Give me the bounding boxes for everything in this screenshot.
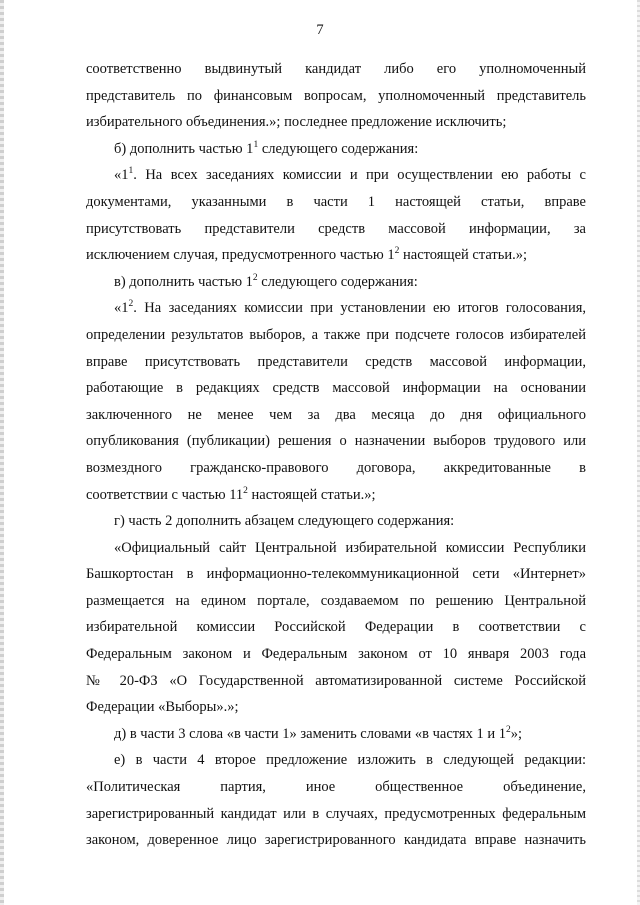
text-run: вправе присутствовать представители средств массовой информации,	[86, 353, 586, 370]
superscript: 1	[128, 166, 134, 177]
text-line	[86, 428, 586, 455]
text-line	[86, 801, 586, 828]
text-run: «Политическая партия, иное общественное объединение,	[86, 779, 586, 796]
text-run: № 20-ФЗ «О Государственной автоматизированной системе Российской	[86, 672, 586, 689]
scan-edge-left	[0, 0, 4, 905]
text-run: «1	[114, 300, 129, 317]
text-line	[86, 189, 586, 216]
text-line	[86, 668, 586, 695]
superscript: 1	[253, 139, 259, 150]
text-run: . На всех заседаниях комиссии и при осуществлении ею работы с	[133, 167, 586, 184]
superscript: 2	[243, 485, 248, 496]
text-run: возмездного гражданско-правового договора, аккредитованные в	[86, 459, 586, 476]
text-run: Федеральным законом и Федеральным законом от 10 января 2003 года	[86, 646, 586, 663]
text-run: присутствовать представители средств массовой информации, за	[86, 220, 586, 237]
superscript: 2	[505, 724, 511, 735]
page-number: 7	[316, 22, 324, 38]
text-run: «1	[114, 167, 129, 184]
text-line	[86, 561, 586, 588]
superscript: 2	[394, 246, 400, 257]
text-line	[86, 349, 586, 376]
text-run: избирательной комиссии Российской Федерации в соответствии с	[86, 619, 586, 636]
text-run: настоящей статьи.»;	[399, 247, 528, 264]
text-run: »;	[510, 725, 522, 742]
text-run: работающие в редакциях средств массовой информации на основании	[86, 380, 586, 397]
text-run: зарегистрированный кандидат или в случаях, предусмотренных федеральным	[86, 805, 586, 822]
text-run: «Официальный сайт Центральной избирательной комиссии Республики	[114, 539, 586, 556]
text-run: б) дополнить частью 1	[114, 140, 254, 157]
text-run: исключением случая, предусмотренного частью 1	[86, 247, 395, 264]
text-run: законом, доверенное лицо зарегистрированного кандидата вправе назначить	[86, 832, 586, 849]
text-line	[86, 56, 586, 83]
superscript: 2	[252, 272, 258, 283]
text-line	[86, 242, 586, 269]
text-line	[86, 322, 586, 349]
text-run: соответственно выдвинутый кандидат либо его уполномоченный	[86, 61, 586, 77]
text-line	[86, 83, 586, 110]
text-run: размещается на едином портале, создаваемом по решению Центральной	[86, 592, 586, 609]
text-line	[86, 535, 586, 562]
text-line	[86, 216, 586, 243]
text-line	[86, 136, 586, 163]
text-line	[86, 694, 586, 721]
text-run: д) в части 3 слова «в части 1» заменить словами «в частях 1 и 1	[114, 725, 506, 742]
text-run: опубликования (публикации) решения о назначении выборов трудового или	[86, 433, 586, 450]
text-run: определении результатов выборов, а также при подсчете голосов избирателей	[86, 326, 586, 343]
text-run: избирательного объединения.»; последнее предложение исключить;	[86, 114, 507, 131]
text-line	[86, 827, 586, 854]
superscript: 2	[128, 299, 134, 310]
text-run: представитель по финансовым вопросам, уполномоченный представитель	[86, 87, 586, 104]
text-line	[86, 109, 586, 136]
text-line	[86, 269, 586, 296]
text-run: следующего содержания:	[258, 140, 419, 157]
text-line	[86, 375, 586, 402]
text-run: . На заседаниях комиссии при установлении ею итогов голосования,	[133, 300, 586, 317]
text-line	[86, 295, 586, 322]
text-line	[86, 747, 586, 774]
text-line	[86, 482, 586, 509]
text-run: е) в части 4 второе предложение изложить в следующей редакции:	[114, 752, 586, 769]
text-run: соответствии с частью 11	[86, 486, 244, 503]
text-line	[86, 402, 586, 429]
text-line	[86, 614, 586, 641]
text-run: Федерации «Выборы».»;	[86, 699, 239, 716]
text-line	[86, 162, 586, 189]
text-line	[86, 721, 586, 748]
text-run: Башкортостан в информационно-телекоммуникационной сети «Интернет»	[86, 566, 586, 583]
text-line	[86, 455, 586, 482]
text-run: настоящей статьи.»;	[247, 486, 376, 503]
text-run: в) дополнить частью 1	[114, 273, 253, 290]
document-body	[86, 56, 586, 854]
text-run: г) часть 2 дополнить абзацем следующего содержания:	[114, 513, 455, 530]
text-line	[86, 588, 586, 615]
text-line	[86, 774, 586, 801]
text-line	[86, 641, 586, 668]
text-run: документами, указанными в части 1 настоящей статьи, вправе	[86, 193, 586, 210]
text-line	[86, 508, 586, 535]
text-run: следующего содержания:	[257, 273, 418, 290]
text-run: заключенного не менее чем за два месяца до дня официального	[86, 406, 586, 423]
